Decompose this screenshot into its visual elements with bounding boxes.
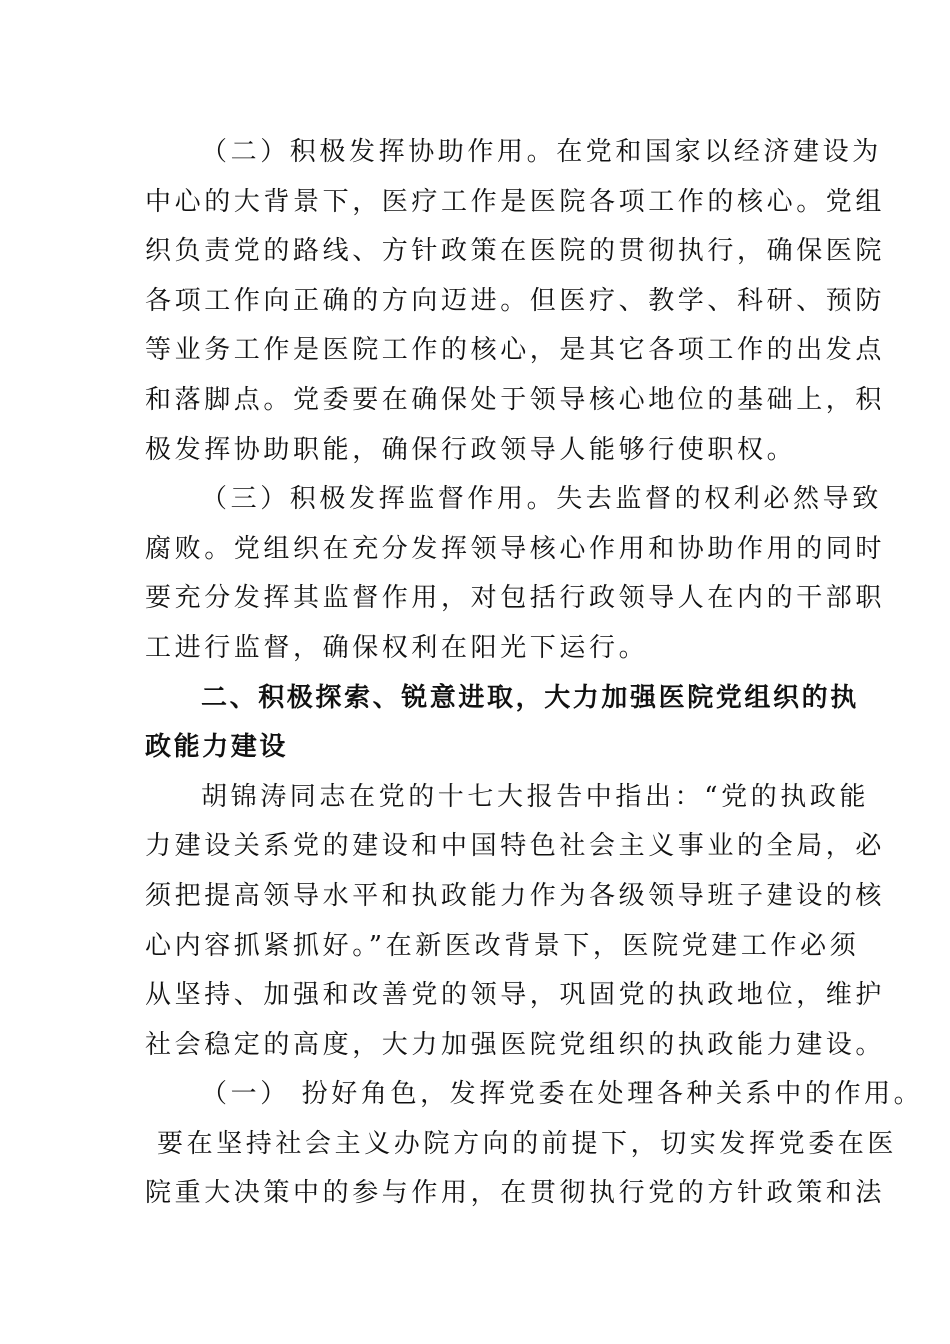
section-heading-line-1: 二、积极探索、锐意进取，大力加强医院党组织的执 xyxy=(201,682,859,713)
section-heading-line-2: 政能力建设 xyxy=(145,732,289,763)
quote-paragraph-line-4: 心内容抓紧抓好。”在新医改背景下，医院党建工作必须 xyxy=(145,930,860,961)
document-body xyxy=(145,128,924,1219)
subsection-1-line-2: 要在坚持社会主义办院方向的前提下，切实发挥党委在医 xyxy=(157,1128,898,1159)
paragraph-2-line-4: 各项工作向正确的方向迈进。但医疗、教学、科研、预防 xyxy=(145,285,886,316)
paragraph-2-line-6: 和落脚点。党委要在确保处于领导核心地位的基础上，积 xyxy=(145,384,886,415)
paragraph-3-line-4: 工进行监督，确保权利在阳光下运行。 xyxy=(145,632,649,663)
paragraph-2-line-1: （二）积极发挥协助作用。在党和国家以经济建设为 xyxy=(201,137,882,167)
paragraph-2-line-5: 等业务工作是医院工作的核心，是其它各项工作的出发点 xyxy=(145,335,886,366)
subsection-1-line-1: （一） 扮好角色，发挥党委在处理各种关系中的作用。 xyxy=(201,1079,924,1110)
paragraph-3-line-2: 腐败。党组织在充分发挥领导核心作用和协助作用的同时 xyxy=(145,533,886,564)
paragraph-3-line-1: （三）积极发挥监督作用。失去监督的权利必然导致 xyxy=(201,484,882,515)
quote-paragraph-line-3: 须把提高领导水平和执政能力作为各级领导班子建设的核 xyxy=(145,880,886,911)
paragraph-3-line-3: 要充分发挥其监督作用，对包括行政领导人在内的干部职 xyxy=(145,583,886,614)
paragraph-2-line-3: 织负责党的路线、方针政策在医院的贯彻执行，确保医院 xyxy=(145,236,886,267)
quote-paragraph-line-2: 力建设关系党的建设和中国特色社会主义事业的全局，必 xyxy=(145,831,886,862)
paragraph-2-line-2: 中心的大背景下，医疗工作是医院各项工作的核心。党组 xyxy=(145,186,886,217)
quote-paragraph-line-6: 社会稳定的高度，大力加强医院党组织的执政能力建设。 xyxy=(145,1029,886,1060)
quote-paragraph-line-5: 从坚持、加强和改善党的领导，巩固党的执政地位，维护 xyxy=(145,980,886,1011)
subsection-1-line-3: 院重大决策中的参与作用，在贯彻执行党的方针政策和法 xyxy=(145,1178,886,1209)
paragraph-2-line-7: 极发挥协助职能，确保行政领导人能够行使职权。 xyxy=(145,434,797,465)
quote-paragraph-line-1: 胡锦涛同志在党的十七大报告中指出：“党的执政能 xyxy=(201,781,870,812)
